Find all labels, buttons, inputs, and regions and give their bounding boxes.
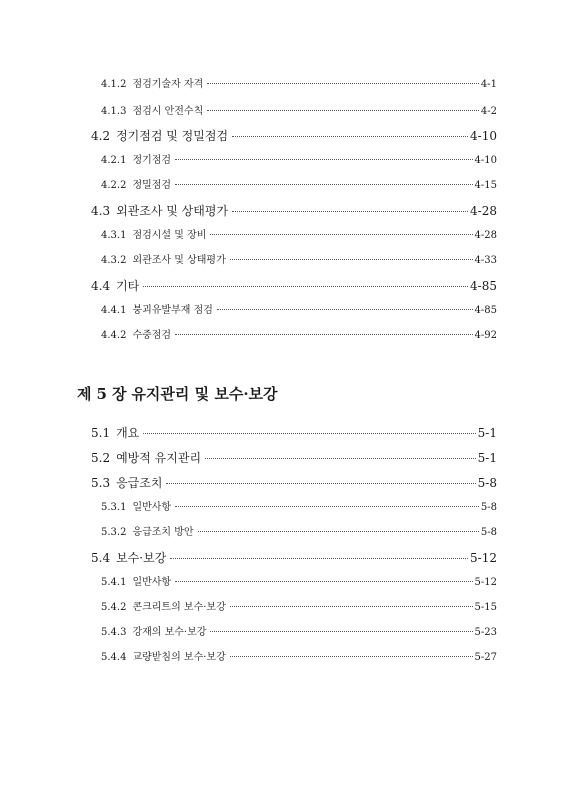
toc-entry-page: 5-1 <box>477 426 497 440</box>
toc-entry-page: 4-33 <box>474 255 497 266</box>
toc-entry-number: 4.1.3 <box>101 106 127 117</box>
toc-entry[interactable] <box>91 550 497 566</box>
toc-entry-title: 기타 <box>116 279 140 293</box>
toc-entry[interactable] <box>91 425 497 441</box>
toc-entry-number: 5.4.3 <box>101 627 127 638</box>
chapter-heading <box>77 384 283 404</box>
toc-entry-number: 5.4 <box>91 551 111 565</box>
toc-entry-page: 4-92 <box>474 330 497 341</box>
toc-entry[interactable] <box>101 228 497 244</box>
toc-entry-page: 5-8 <box>480 502 497 513</box>
toc-entry-page: 5-8 <box>480 527 497 538</box>
toc-entry-number: 4.3 <box>91 204 111 218</box>
toc-entry-title: 교량받침의 보수·보강 <box>132 652 226 663</box>
dot-leader <box>210 631 472 632</box>
toc-entry[interactable] <box>91 128 497 144</box>
toc-entry-number: 5.4.1 <box>101 577 127 588</box>
toc-entry-number: 5.1 <box>91 426 111 440</box>
toc-entry-title: 수중점검 <box>132 330 172 341</box>
toc-entry-title: 점검기술자 자격 <box>132 79 204 90</box>
toc-entry-page: 4-10 <box>470 129 497 143</box>
toc-entry-page: 5-12 <box>470 551 497 565</box>
toc-entry-page: 4-15 <box>474 180 497 191</box>
toc-entry-title: 외관조사 및 상태평가 <box>116 204 229 218</box>
toc-entry[interactable] <box>101 600 497 616</box>
dot-leader <box>143 433 475 434</box>
toc-entry-number: 4.2 <box>91 129 111 143</box>
dot-leader <box>175 506 479 507</box>
toc-entry[interactable] <box>101 178 497 194</box>
chapter-title: 유지관리 및 보수·보강 <box>131 385 278 403</box>
dot-leader <box>175 334 472 335</box>
toc-entry-page: 4-85 <box>470 279 497 293</box>
toc-entry[interactable] <box>101 500 497 516</box>
toc-entry-title: 붕괴유발부재 점검 <box>132 305 213 316</box>
dot-leader <box>175 184 472 185</box>
toc-entry-title: 강재의 보수·보강 <box>132 627 207 638</box>
dot-leader <box>207 110 479 111</box>
toc-entry-title: 응급조치 <box>116 476 163 490</box>
toc-entry-title: 정밀점검 <box>132 180 172 191</box>
toc-entry-title: 외관조사 및 상태평가 <box>132 255 226 266</box>
toc-entry-number: 4.1.2 <box>101 79 127 90</box>
toc-entry-title: 정기점검 <box>132 155 172 166</box>
dot-leader <box>207 83 479 84</box>
toc-entry-number: 5.2 <box>91 451 111 465</box>
toc-entry[interactable] <box>91 475 497 491</box>
dot-leader <box>232 136 468 137</box>
toc-entry[interactable] <box>101 153 497 169</box>
toc-entry[interactable] <box>101 575 497 591</box>
toc-entry[interactable] <box>101 104 497 120</box>
toc-entry-number: 5.3 <box>91 476 111 490</box>
toc-entry[interactable] <box>101 328 497 344</box>
toc-entry-number: 4.3.2 <box>101 255 127 266</box>
dot-leader <box>166 483 475 484</box>
toc-entry-page: 5-8 <box>477 476 497 490</box>
toc-entry-page: 4-1 <box>480 79 497 90</box>
dot-leader <box>175 581 472 582</box>
dot-leader <box>217 309 473 310</box>
toc-entry-page: 5-23 <box>474 627 497 638</box>
toc-entry-number: 5.4.4 <box>101 652 127 663</box>
toc-entry[interactable] <box>101 525 497 541</box>
toc-entry-number: 4.3.1 <box>101 230 127 241</box>
dot-leader <box>205 458 476 459</box>
toc-entry[interactable] <box>101 625 497 641</box>
toc-entry-title: 응급조치 방안 <box>132 527 194 538</box>
dot-leader <box>198 531 479 532</box>
toc-entry[interactable] <box>101 253 497 269</box>
toc-entry-page: 4-2 <box>480 106 497 117</box>
toc-entry[interactable] <box>101 303 497 319</box>
toc-entry-number: 5.4.2 <box>101 602 127 613</box>
toc-entry-title: 점검시설 및 장비 <box>132 230 207 241</box>
toc-entry-title: 점검시 안전수칙 <box>132 106 204 117</box>
chapter-prefix: 제 <box>77 385 92 403</box>
dot-leader <box>210 234 472 235</box>
dot-leader <box>232 211 468 212</box>
dot-leader <box>143 286 468 287</box>
chapter-suffix: 장 <box>111 385 127 403</box>
toc-entry-title: 보수·보강 <box>116 551 167 565</box>
toc-entry-page: 5-12 <box>474 577 497 588</box>
chapter-number: 5 <box>96 385 107 403</box>
toc-entry-title: 일반사항 <box>132 577 172 588</box>
toc-entry-page: 4-85 <box>474 305 497 316</box>
toc-entry[interactable] <box>91 203 497 219</box>
toc-entry-number: 4.2.2 <box>101 180 127 191</box>
dot-leader <box>230 656 473 657</box>
toc-entry[interactable] <box>91 450 497 466</box>
toc-entry-number: 4.4.1 <box>101 305 127 316</box>
toc-entry-page: 5-15 <box>474 602 497 613</box>
toc-entry-number: 4.2.1 <box>101 155 127 166</box>
toc-entry-page: 5-27 <box>474 652 497 663</box>
toc-entry-title: 콘크리트의 보수·보강 <box>132 602 226 613</box>
toc-entry-number: 5.3.1 <box>101 502 127 513</box>
toc-entry-number: 4.4 <box>91 279 111 293</box>
toc-entry-title: 개요 <box>116 426 140 440</box>
toc-entry-page: 4-10 <box>474 155 497 166</box>
dot-leader <box>170 558 468 559</box>
toc-entry-number: 4.4.2 <box>101 330 127 341</box>
toc-entry-page: 5-1 <box>477 451 497 465</box>
toc-entry-page: 4-28 <box>470 204 497 218</box>
dot-leader <box>230 259 473 260</box>
toc-entry-page: 4-28 <box>474 230 497 241</box>
toc-entry-title: 예방적 유지관리 <box>116 451 202 465</box>
toc-entry[interactable] <box>91 278 497 294</box>
toc-entry[interactable] <box>101 77 497 93</box>
toc-entry-title: 정기점검 및 정밀점검 <box>116 129 229 143</box>
toc-entry-title: 일반사항 <box>132 502 172 513</box>
toc-entry-number: 5.3.2 <box>101 527 127 538</box>
toc-entry[interactable] <box>101 650 497 666</box>
dot-leader <box>175 159 472 160</box>
dot-leader <box>230 606 473 607</box>
